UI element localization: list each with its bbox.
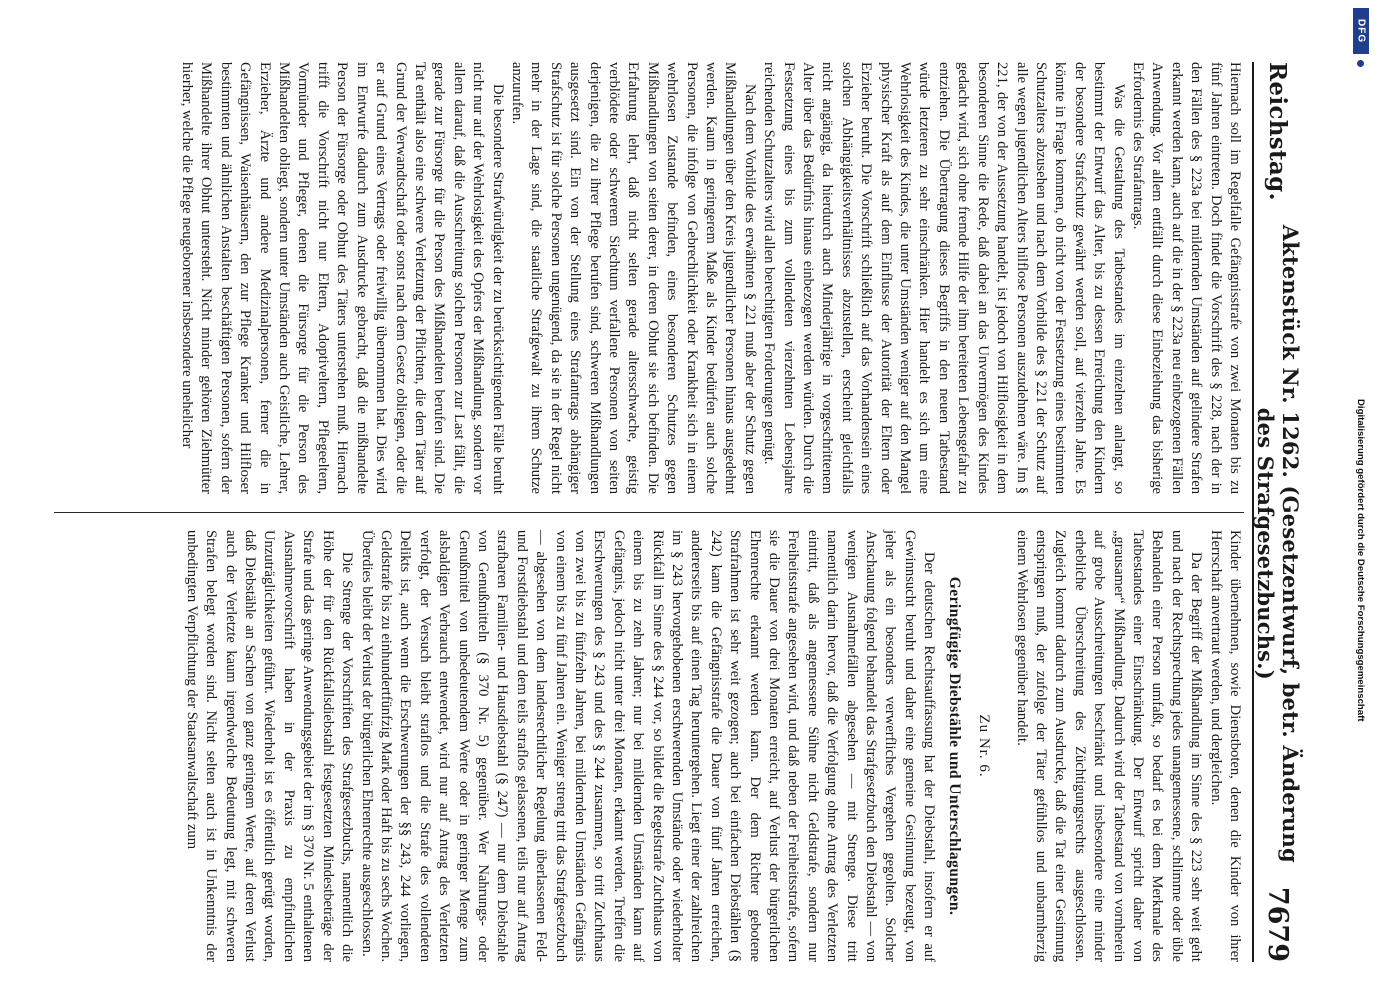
column-divider <box>54 512 1244 513</box>
digitization-note: Digitalisierung gefördert durch die Deutsche Forschungsgemeinschaft <box>1355 398 1366 722</box>
right-column <box>181 530 1244 962</box>
page-header <box>1252 62 1302 962</box>
document-page <box>28 0 1338 1000</box>
right-paragraph-1: Kinder übernehmen, sowie Dienstboten, denen die Kinder von ihrer Herrschaft anvertraut werden, und dergleichen. <box>1207 530 1243 962</box>
right-paragraph-2: Da der Begriff der Mißhandlung im Sinne des § 223 sehr weit geht und nach der Rechtsprechung jedes unangemessene, schlimme oder üble Behandeln einer Person umfaßt, so bedarf es bei dem Merkmale des Tatbestandes einer Einschränkung. Der Entwurf spricht daher von „grausamer“ Mißhandlung. Dadurch wird der Tatbestand von vornherein auf grobe Ausschreitungen beschränkt und insbesondere eine minder erhebliche Überschreitung des Züchtigungsrechts ausgeschlossen. Zugleich kommt dadurch zum Ausdrucke, daß die Tat einer Gesinnung entspringen muß, der zufolge der Täter gefühllos und unbarmherzig einem Wehrlosen gegenüber handelt. <box>1013 530 1205 962</box>
header-left: Reichstag. <box>1264 62 1292 201</box>
left-paragraph-2: Was die Gestaltung des Tatbestandes im einzelnen anlangt, so bestimmt der Entwurf das Alter, bis zu dessen Erreichung den Kindern der besondere Strafschutz gewährt werden soll, auf vierzehn Jahre. Es könnte in Frage kommen, ob nicht von der Festsetzung eines bestimmten Schutzalters abzusehen und nach dem Vorbilde des § 221 der Schutz auf alle wegen jugendlichen Alters hilflose Personen auszudehnen wäre. Im § 221, der von der Aussetzung handelt, ist jedoch von Hilflosigkeit in dem besonderen Sinne die Rede, daß dabei an das Unvermögen des Kindes gedacht wird, sich ohne fremde Hilfe der ihm bereiteten Lebensgefahr zu entziehen. Die Übertragung dieses Begriffs in den neuen Tatbestand würde letzteren zu sehr einschränken. Hier handelt es sich um eine Wehrlosigkeit des Kindes, die unter Umständen weniger auf den Mangel physischer Kraft als auf dem Einflusse der Autorität der Eltern oder Erzieher beruht. Die Vorschrift schließlich auf das Vorhandensein eines solchen Abhängigkeitsverhältnisses abzustellen, erscheint gleichfalls nicht angängig, da hierdurch auch Minderjährige in vorgeschrittenem Alter über das Bedürfnis hinaus einbezogen werden würden. Durch die Festsetzung eines bis zum vollendeten vierzehnten Lebensjahre reichenden Schutzalters wird allen berechtigten Forderungen genügt. <box>761 62 1127 494</box>
section-heading: Zu Nr. 6. <box>976 714 993 778</box>
page-number: 7679 <box>1262 886 1294 962</box>
left-column <box>177 62 1244 494</box>
left-paragraph-3: Nach dem Vorbilde des erwähnten § 221 muß aber der Schutz gegen Mißhandlungen über den Kreis jugendlicher Personen hinaus ausgedehnt werden. Kaum in geringerem Maße als Kinder bedürfen auch solche Personen, die infolge von Gebrechlichkeit oder Krankheit sich in einem wehrlosen Zustande befinden, eines besonderen Schutzes gegen Mißhandlungen von seiten derer, in deren Obhut sie sich befinden. Die Erfahrung lehrt, daß nicht selten gerade altersschwache, geistig verblödete oder schwerem Siechtum verfallene Personen von seiten derjenigen, die zu ihrer Pflege berufen sind, schweren Mißhandlungen ausgesetzt sind. Ein von der Stellung eines Strafantrags abhängiger Strafschutz ist für solche Personen ungenügend, da sie in der Regel nicht mehr in der Lage sind, die staatliche Strafgewalt zu ihrem Schutze anzurufen. <box>508 62 758 494</box>
header-title: Aktenstück Nr. 1262. (Gesetzentwurf, betr. Änderung des Strafgesetzbuchs.) <box>1253 224 1303 863</box>
section-title: Geringfügige Diebstähle und Unterschlagungen. <box>945 576 963 916</box>
dfg-logo-dot <box>1357 60 1364 67</box>
right-paragraph-3: Der deutschen Rechtsauffassung hat der Diebstahl, insofern er auf Gewinnsucht beruht und daher eine gemeine Gesinnung bezeugt, von jeher als ein besonders verwerfliches Vergehen gegolten. Solcher Anschauung folgend behandelt das Strafgesetzbuch den Diebstahl — von wenigen Ausnahmefällen abgesehen — mit Strenge. Diese tritt namentlich darin hervor, daß die Verfolgung ohne Antrag des Verletzten eintritt, daß als angemessene Sühne nicht Geldstrafe, sondern nur Freiheitsstrafe angesehen wird, und daß neben der Freiheitsstrafe, sofern sie die Dauer von drei Monaten erreicht, auf Verlust der bürgerlichen Ehrenrechte erkannt werden kann. Der dem Richter gebotene Strafrahmen ist sehr weit gezogen; auch bei einfachen Diebstählen (§ 242) kann die Gefängnisstrafe die Dauer von fünf Jahren erreichen, andererseits bis auf einen Tag heruntergehen. Liegt einer der zahlreichen im § 243 hervorgehobenen erschwerenden Umstände oder wiederholter Rückfall im Sinne des § 244 vor, so bildet die Regelstrafe Zuchthaus von einem bis zu zehn Jahren; nur bei mildernden Umständen kann auf Gefängnis, jedoch nicht unter drei Monaten, erkannt werden. Treffen die Erschwerungen des § 243 und des § 244 zusammen, so tritt Zuchthaus von zwei bis zu fünfzehn Jahren, bei mildernden Umständen Gefängnis von einem bis zu fünf Jahren ein. Weniger streng tritt das Strafgesetzbuch — abgesehen von dem landesrechtlicher Regelung überlassenen Feld- und Forstdiebstahl und dem teils straflos gelassenen, teils nur auf Antrag strafbaren Familien- und Hausdiebstahl (§ 247) — nur dem Diebstahle von Genußmitteln (§ 370 Nr. 5) gegenüber. Wer Nahrungs- oder Genußmittel von unbedeutendem Werte oder in geringer Menge zum alsbaldigen Verbrauch entwendet, wird nur auf Antrag des Verletzten verfolgt, der Versuch bleibt straflos und die Strafe des vollendeten Delikts ist, auch wenn die Erschwerungen der §§ 243, 244 vorliegen, Geldstrafe bis zu einhundertfünfzig Mark oder Haft bis zu sechs Wochen. Überdies bleibt der Verlust der bürgerlichen Ehrenrechte ausgeschlossen. <box>358 530 938 962</box>
right-paragraph-4: Die Strenge der Vorschriften des Strafgesetzbuchs, namentlich die Höhe der für den Rückfallsdiebstahl festgesetzten Mindestbeträge der Strafe und das geringe Anwendungsgebiet der im § 370 Nr. 5 enthaltenen Ausnahmevorschrift haben in der Praxis zu empfindlichen Unzuträglichkeiten geführt. Wiederholt ist es öffentlich gerügt worden, daß Diebstähle an Sachen von ganz geringem Werte, auf deren Verlust auch der Verletzte kaum irgendwelche Bedeutung legt, mit schweren Strafen belegt worden sind. Nicht selten auch ist in Unkenntnis der unbedingten Verpflichtung der Staatsanwaltschaft zum <box>183 530 356 962</box>
left-paragraph-4: Die besondere Strafwürdigkeit der zu berücksichtigenden Fälle beruht nicht nur auf der Wehrlosigkeit des Opfers der Mißhandlung, sondern vor allem darauf, daß die Ausschreitung solchen Personen zur Last fällt, die gerade zur Fürsorge für die Person des Mißhandelten berufen sind. Die Tat enthält also eine schwere Verletzung der Pflichten, die dem Täter auf Grund der Verwandtschaft oder sonst nach dem Gesetz obliegen, oder die er auf Grund eines Vertrags oder freiwillig übernommen hat. Dies wird im Entwurfe dadurch zum Ausdrucke gebracht, daß die mißhandelte Person der Fürsorge oder Obhut des Täters unterstehen muß. Hiernach trifft die Vorschrift nicht nur Eltern, Adoptiveltern, Pflegeeltern, Vormünder und Pfleger, denen die Fürsorge für die Person des Mißhandelten obliegt, sondern unter Umständen auch Geistliche, Lehrer, Erzieher, Ärzte und andere Medizinalpersonen, ferner die in Gefängnissen, Waisenhäusern, den zur Pflege Kranker und Hilfloser bestimmten und ähnlichen Anstalten beschäftigten Personen, sofern der Mißhandelte ihrer Obhut untersteht. Nicht minder gehören Ziehmütter hierher, welche die Pflege neugeborener insbesondere unehelicher <box>179 62 506 494</box>
dfg-logo: DFG <box>1353 8 1369 54</box>
left-paragraph-1: Hiernach soll im Regelfalle Gefängnisstrafe von zwei Monaten bis zu fünf Jahren eintreten. Doch findet die Vorschrift des § 228, nach der in den Fällen des § 223a bei mildernden Umständen auf gelindere Strafen erkannt werden kann, auch auf die in der § 223a neu einbezogenen Fällen Anwendung. Vor allem entfällt durch diese Einbeziehung das bisherige Erfordernis des Strafantrags. <box>1129 62 1243 494</box>
